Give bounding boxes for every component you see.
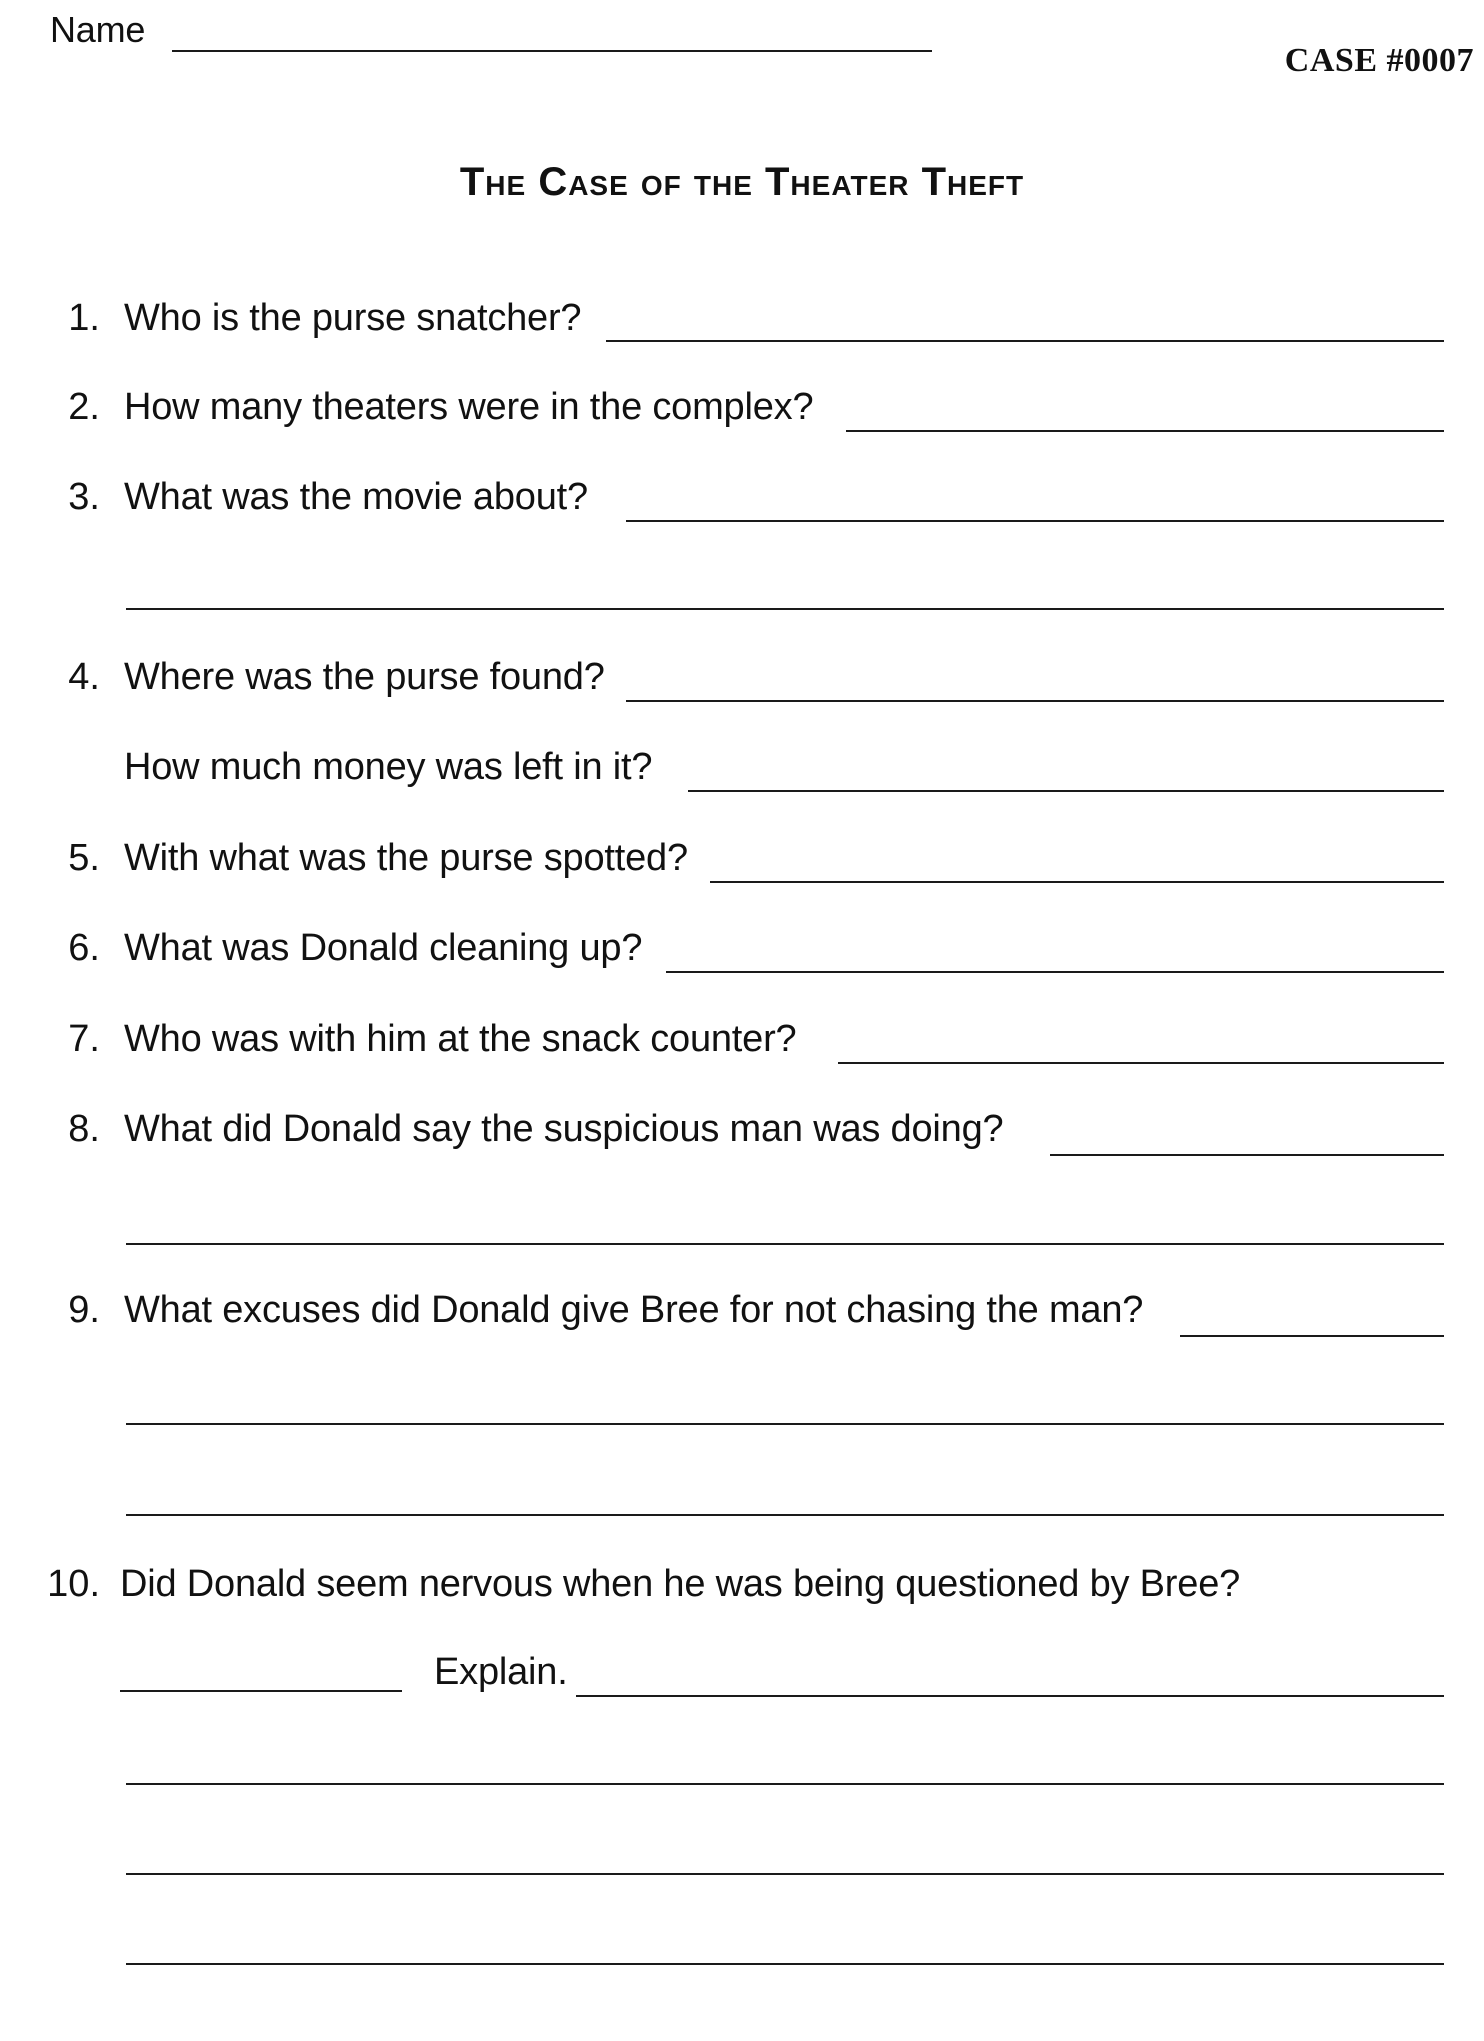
- question-2-answer-line[interactable]: [846, 430, 1444, 432]
- question-10-explain-label: Explain.: [434, 1651, 568, 1693]
- case-number: CASE #0007: [1284, 42, 1474, 79]
- question-3-answer-line[interactable]: [626, 520, 1444, 522]
- question-4-subquestion-answer-line[interactable]: [688, 790, 1444, 792]
- question-4-subquestion-text: How much money was left in it?: [124, 746, 653, 788]
- question-10-yes-no-line[interactable]: [120, 1690, 402, 1692]
- question-3-number: 3.: [68, 476, 100, 518]
- question-9-answer-line-2[interactable]: [126, 1423, 1444, 1425]
- question-5-number: 5.: [68, 837, 100, 879]
- question-3-text: What was the movie about?: [124, 476, 588, 518]
- question-8-text: What did Donald say the suspicious man was doing?: [124, 1108, 1004, 1150]
- question-9-number: 9.: [68, 1289, 100, 1331]
- question-1-answer-line[interactable]: [606, 340, 1444, 342]
- question-7-answer-line[interactable]: [838, 1062, 1444, 1064]
- question-2-number: 2.: [68, 386, 100, 428]
- question-5-text: With what was the purse spotted?: [124, 837, 688, 879]
- question-10-explain-line[interactable]: [576, 1695, 1444, 1697]
- question-10-number: 10.: [47, 1563, 100, 1605]
- question-1-number: 1.: [68, 297, 100, 339]
- name-answer-line[interactable]: [172, 50, 932, 52]
- question-3-answer-line-2[interactable]: [126, 608, 1444, 610]
- question-5-answer-line[interactable]: [710, 881, 1444, 883]
- question-6-answer-line[interactable]: [666, 971, 1444, 973]
- question-10-explain-line-2[interactable]: [126, 1783, 1444, 1785]
- question-1-text: Who is the purse snatcher?: [124, 297, 582, 339]
- question-4-number: 4.: [68, 656, 100, 698]
- question-7-text: Who was with him at the snack counter?: [124, 1018, 797, 1060]
- question-10-explain-line-3[interactable]: [126, 1873, 1444, 1875]
- question-8-number: 8.: [68, 1108, 100, 1150]
- question-6-text: What was Donald cleaning up?: [124, 927, 643, 969]
- question-6-number: 6.: [68, 927, 100, 969]
- question-8-answer-line[interactable]: [1050, 1154, 1444, 1156]
- question-10-explain-line-4[interactable]: [126, 1963, 1444, 1965]
- name-label: Name: [50, 9, 146, 50]
- question-7-number: 7.: [68, 1018, 100, 1060]
- question-9-answer-line-3[interactable]: [126, 1514, 1444, 1516]
- question-9-answer-line[interactable]: [1180, 1335, 1444, 1337]
- question-10-text: Did Donald seem nervous when he was being questioned by Bree?: [120, 1563, 1241, 1605]
- question-4-answer-line[interactable]: [626, 700, 1444, 702]
- question-2-text: How many theaters were in the complex?: [124, 386, 814, 428]
- question-4-text: Where was the purse found?: [124, 656, 605, 698]
- worksheet-title: The Case of the Theater Theft: [459, 160, 1025, 204]
- question-8-answer-line-2[interactable]: [126, 1243, 1444, 1245]
- question-9-text: What excuses did Donald give Bree for not chasing the man?: [124, 1289, 1144, 1331]
